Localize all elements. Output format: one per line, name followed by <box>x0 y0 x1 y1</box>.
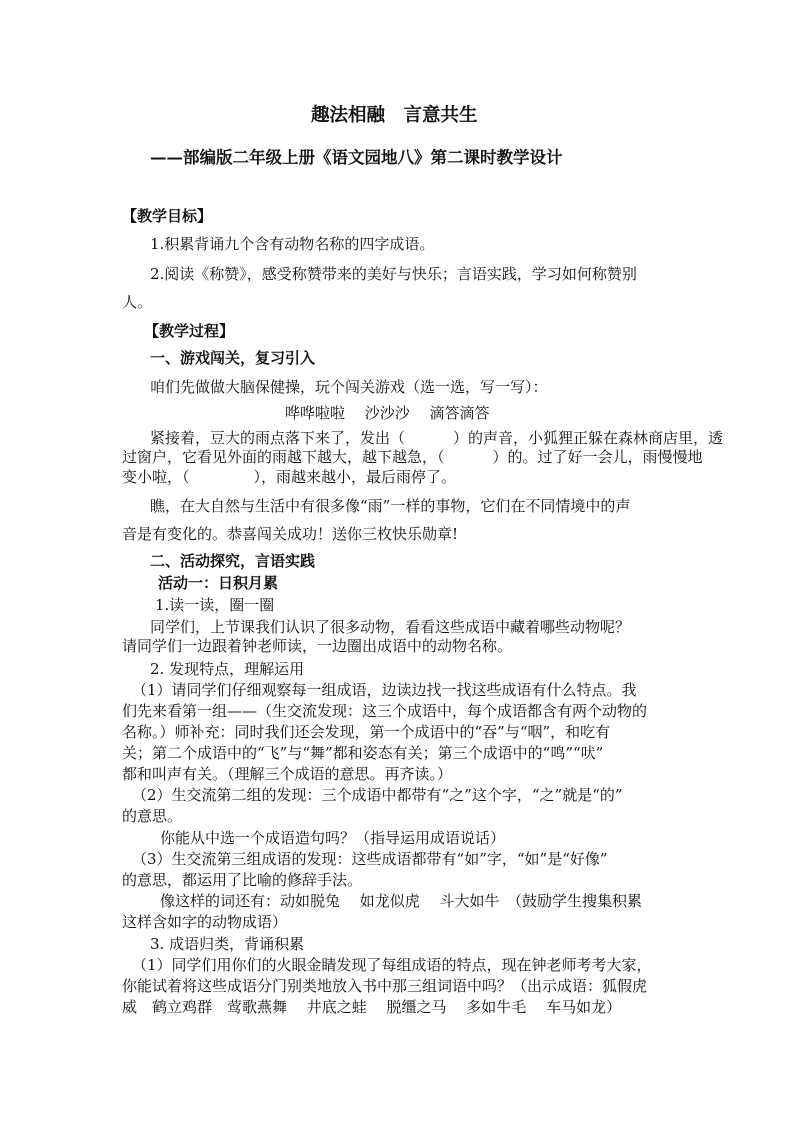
text: 紧接着，豆大的雨点落下来了，发出（ <box>150 429 406 447</box>
doc-subtitle: ——部编版二年级上册《语文园地八》第二课时教学设计 <box>150 148 563 167</box>
paragraph-line: 同学们，上节课我们认识了很多动物，看看这些成语中藏着哪些动物呢？ <box>150 618 631 636</box>
step-3: 3. 成语归类，背诵积累 <box>150 935 305 953</box>
paragraph-line: 你能从中选一个成语造句吗？（指导运用成语说话） <box>160 829 506 847</box>
word-choices: 哗哗啦啦 沙沙沙 滴答滴答 <box>285 404 490 422</box>
paragraph-line: （1）请同学们仔细观察每一组成语，边读边找一找这些成语有什么特点。我 <box>132 681 637 699</box>
step-1: 1.读一读，圈一圈 <box>155 596 275 614</box>
paragraph-line: （2）生交流第二组的发现：三个成语中都带有“之”这个字，“之”就是“的” <box>132 786 623 804</box>
paragraph-line: 都和叫声有关。（理解三个成语的意思。再齐读。） <box>122 765 453 783</box>
goals-heading: 【教学目标】 <box>122 207 213 225</box>
paragraph-line: 请同学们一边跟着钟老师读，一边圈出成语中的动物名称。 <box>122 637 513 655</box>
paragraph-line: 名称。）师补充：同时我们还会发现，第一个成语中的“吞”与“咽”，和吃有 <box>122 723 611 741</box>
text: ），雨越来越小，最后雨停了。 <box>253 468 457 486</box>
text: 过窗户，它看见外面的雨越下越大，越下越急，（ <box>122 448 445 466</box>
fill-paragraph-line-1 <box>150 428 723 448</box>
step-2: 2. 发现特点，理解运用 <box>150 660 305 678</box>
activity1-heading: 活动一：日积月累 <box>158 574 279 592</box>
doc-title: 趣法相融 言意共生 <box>311 105 478 126</box>
paragraph-line: 威 鹤立鸡群 莺歌燕舞 井底之蛙 脱缰之马 多如牛毛 车马如龙） <box>122 998 622 1016</box>
section2-heading: 二、活动探究，言语实践 <box>150 552 316 570</box>
paragraph-line: 们先来看第一组——（生交流发现：这三个成语中，每个成语都含有两个动物的 <box>122 702 648 720</box>
paragraph-line: （3）生交流第三组成语的发现：这些成语都带有“如”字，“如”是“好像” <box>132 850 608 868</box>
paragraph-line: 的意思，都运用了比喻的修辞手法。 <box>122 871 363 889</box>
process-heading: 【教学过程】 <box>144 322 235 340</box>
paragraph-line: 像这样的词还有：动如脱兔 如龙似虎 斗大如牛 （鼓励学生搜集积累 <box>160 892 643 910</box>
section1-heading: 一、游戏闯关，复习引入 <box>150 349 316 367</box>
paragraph-line: 关；第二个成语中的“飞”与“舞”都和姿态有关；第三个成语中的“鸣”“吠” <box>122 744 604 762</box>
fill-paragraph-line-2 <box>122 447 703 467</box>
goal-item-2-cont: 人。 <box>122 293 153 311</box>
text: 变小啦，（ <box>122 468 190 486</box>
paragraph-line: 这样含如字的动物成语） <box>122 913 288 931</box>
text: ）的。过了好一会儿，雨慢慢地 <box>492 448 703 466</box>
text: ）的声音，小狐狸正躲在森林商店里，透 <box>453 429 724 447</box>
paragraph-line: （1）同学们用你们的火眼金睛发现了每组成语的特点，现在钟老师考考大家， <box>132 956 652 974</box>
paragraph-line: 音是有变化的。恭喜闯关成功！送你三枚快乐勋章! <box>122 525 459 543</box>
paragraph-line: 的意思。 <box>122 807 183 825</box>
goal-item-2: 2.阅读《称赞》，感受称赞带来的美好与快乐；言语实践，学习如何称赞别 <box>150 265 637 283</box>
paragraph-line: 瞧，在大自然与生活中有很多像“雨”一样的事物，它们在不同情境中的声 <box>150 497 631 515</box>
section1-intro: 咱们先做做大脑保健操，玩个闯关游戏（选一选，写一写）： <box>150 378 548 396</box>
paragraph-line: 你能试着将这些成语分门别类地放入书中那三组词语中吗？（出示成语：狐假虎 <box>122 977 648 995</box>
fill-paragraph-line-3 <box>122 467 456 487</box>
goal-item-1: 1.积累背诵九个含有动物名称的四字成语。 <box>150 235 435 253</box>
